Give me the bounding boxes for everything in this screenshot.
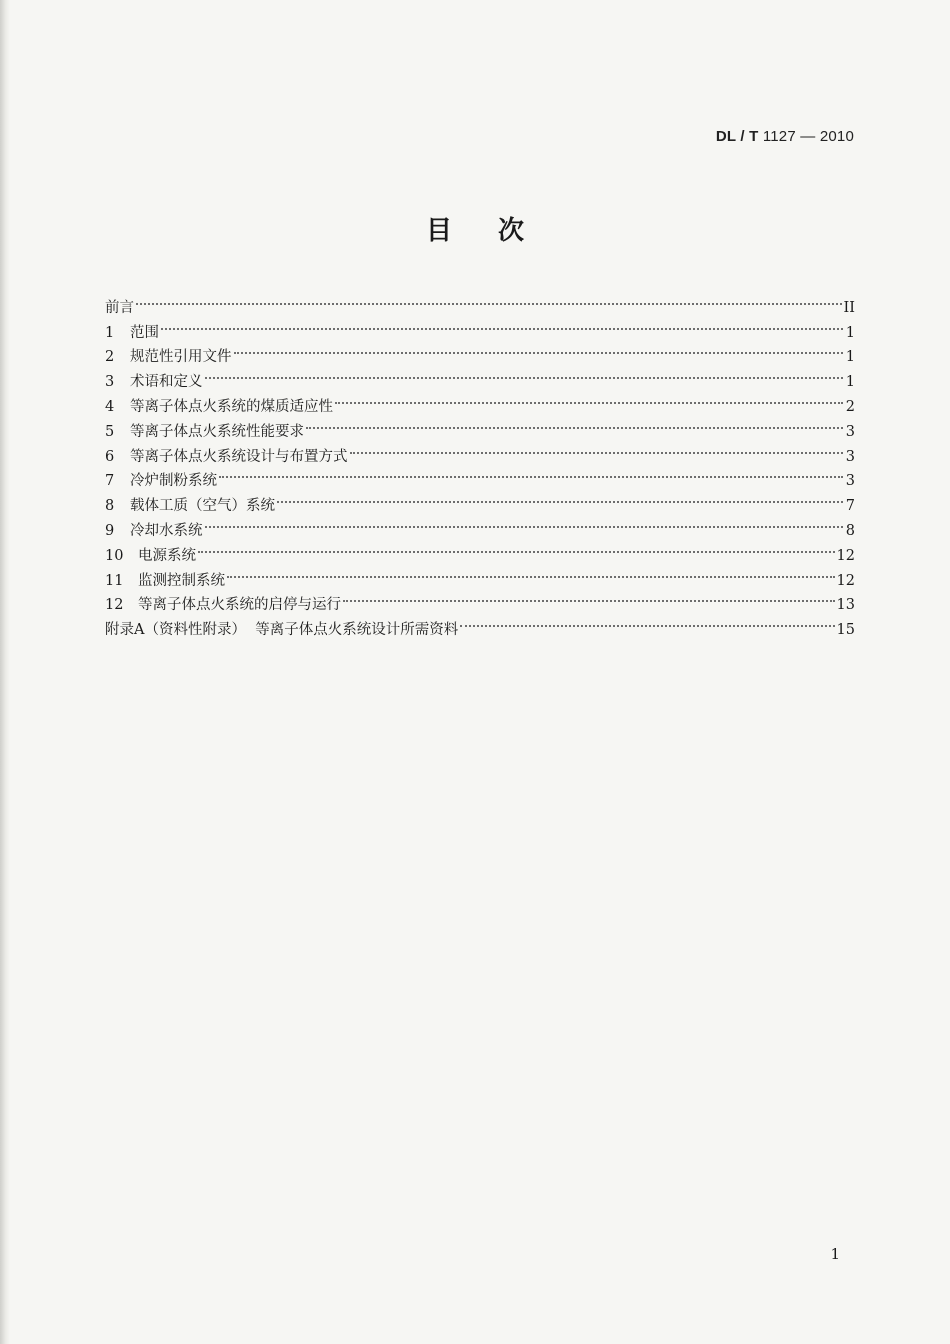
toc-entry-label: 冷炉制粉系统 <box>130 473 217 490</box>
toc-entry-label: 载体工质（空气）系统 <box>130 498 275 515</box>
toc-entry-label: 术语和定义 <box>130 374 203 391</box>
toc-entry-label: 等离子体点火系统的煤质适应性 <box>130 398 333 415</box>
table-of-contents <box>105 287 855 639</box>
toc-leader-dots <box>277 485 843 510</box>
toc-entry[interactable] <box>105 510 855 539</box>
toc-leader-dots <box>350 436 844 461</box>
toc-entry-label: 规范性引用文件 <box>130 349 232 366</box>
toc-entry-page: 1 <box>845 374 855 391</box>
toc-entry[interactable] <box>105 337 855 366</box>
toc-leader-dots <box>198 535 835 560</box>
toc-leader-dots <box>227 560 835 585</box>
toc-entry[interactable] <box>105 312 855 341</box>
toc-entry-number: 12 <box>105 597 124 614</box>
toc-title: 目次 <box>425 216 570 246</box>
toc-entry-label: 前言 <box>105 299 134 316</box>
document-code-prefix: DL / T <box>715 128 759 145</box>
toc-entry-page: 8 <box>845 522 855 539</box>
toc-entry-label: 监测控制系统 <box>138 572 225 589</box>
toc-entry-number: 11 <box>105 572 124 589</box>
toc-entry-number: 5 <box>105 423 115 440</box>
toc-entry[interactable] <box>105 287 855 316</box>
toc-leader-dots <box>306 411 843 436</box>
page-number: 1 <box>830 1245 840 1263</box>
toc-entry-page: 13 <box>836 597 855 614</box>
toc-entry-page: 3 <box>845 423 855 440</box>
toc-leader-dots <box>335 386 843 411</box>
toc-entry[interactable] <box>105 485 855 515</box>
toc-leader-dots <box>136 287 842 312</box>
toc-entry-page: 12 <box>836 547 855 564</box>
toc-entry-page: 7 <box>845 498 855 515</box>
toc-entry-page: 3 <box>845 448 855 465</box>
toc-entry-page: 1 <box>845 324 855 341</box>
toc-entry-label: 范围 <box>130 324 159 341</box>
toc-entry-number: 6 <box>105 448 115 465</box>
toc-leader-dots <box>460 609 834 634</box>
toc-entry-number: 2 <box>105 349 115 366</box>
toc-entry-page: 1 <box>845 349 855 366</box>
toc-leader-dots <box>205 510 844 535</box>
document-code <box>716 128 854 145</box>
toc-entry[interactable] <box>105 535 855 564</box>
toc-entry[interactable] <box>105 560 855 589</box>
toc-entry-page: II <box>843 299 855 316</box>
toc-entry-number: 7 <box>105 473 115 490</box>
toc-entry-number: 4 <box>105 398 115 415</box>
toc-entry-page: 3 <box>845 473 855 490</box>
page-binding-edge <box>0 0 10 1344</box>
toc-entry[interactable] <box>105 361 855 391</box>
toc-entry-number: 9 <box>105 522 115 539</box>
toc-entry-page: 2 <box>845 398 855 415</box>
toc-entry-number: 1 <box>105 324 115 341</box>
toc-leader-dots <box>161 312 843 337</box>
document-code-number: 1127 — 2010 <box>758 128 854 145</box>
toc-leader-dots <box>343 585 835 610</box>
toc-entry-label: 等离子体点火系统性能要求 <box>130 423 304 440</box>
toc-leader-dots <box>219 461 843 486</box>
toc-entry-label: 附录A（资料性附录） 等离子体点火系统设计所需资料 <box>105 622 459 639</box>
toc-entry-number: 8 <box>105 498 115 515</box>
toc-entry-label: 等离子体点火系统的启停与运行 <box>138 597 341 614</box>
toc-entry-label: 等离子体点火系统设计与布置方式 <box>130 448 348 465</box>
toc-entry-page: 15 <box>836 622 855 639</box>
toc-entry-label: 电源系统 <box>138 547 196 564</box>
toc-entry[interactable] <box>105 386 855 415</box>
toc-entry-label: 冷却水系统 <box>130 522 203 539</box>
toc-entry-page: 12 <box>836 572 855 589</box>
toc-entry-number: 10 <box>105 547 124 564</box>
toc-entry-number: 3 <box>105 374 115 391</box>
toc-leader-dots <box>205 361 844 386</box>
toc-leader-dots <box>234 337 844 362</box>
